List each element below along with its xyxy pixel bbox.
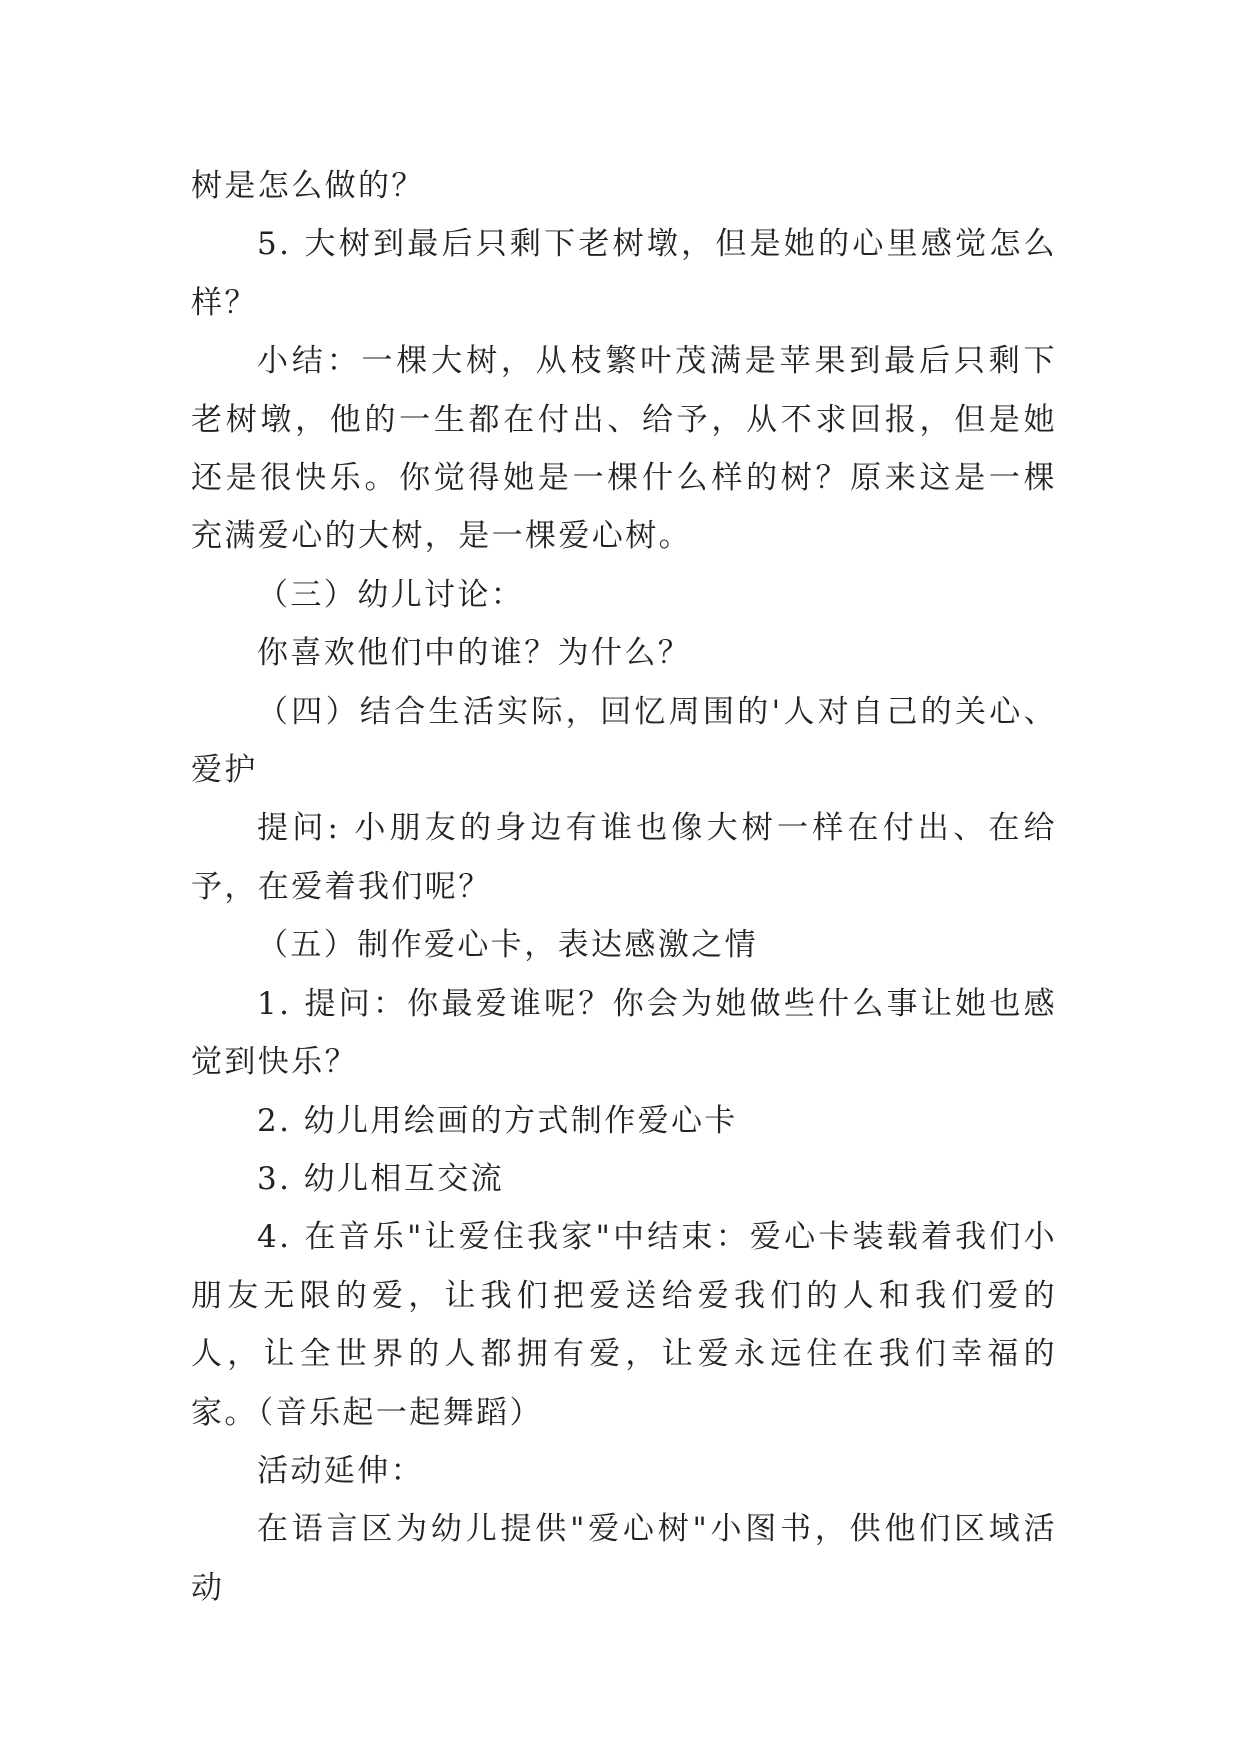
list-item-2: 2. 幼儿用绘画的方式制作爱心卡 (257, 1102, 738, 1139)
paragraph-discussion-question: 你喜欢他们中的谁？为什么？ (257, 635, 692, 672)
heading-section-4: （四）结合生活实际，回忆周围的'人对自己的关心、爱护 (191, 693, 1057, 789)
paragraph-question-5: 5. 大树到最后只剩下老树墩，但是她的心里感觉怎么样？ (191, 226, 1057, 321)
paragraph-question-prompt: 提问: 小朋友的身边有谁也像大树一样在付出、在给予，在爱着我们呢？ (191, 810, 1057, 905)
paragraph-continuation: 树是怎么做的？ (191, 168, 425, 204)
list-item-4: 4. 在音乐"让爱住我家"中结束：爱心卡装载着我们小朋友无限的爱，让我们把爱送给爱我们的人和我们爱的人，让全世界的人都拥有爱，让爱永远住在我们幸福的家。（音乐起一起舞蹈） (191, 1219, 1057, 1431)
paragraph-extension: 在语言区为幼儿提供"爱心树"小图书，供他们区域活动 (191, 1511, 1057, 1606)
document-body (191, 157, 1057, 1617)
heading-section-5: （五）制作爱心卡，表达感激之情 (257, 927, 758, 964)
paragraph-summary: 小结：一棵大树，从枝繁叶茂满是苹果到最后只剩下老树墩，他的一生都在付出、给予，从不求回报，但是她还是很快乐。你觉得她是一棵什么样的树？原来这是一棵充满爱心的大树，是一棵爱心树。 (191, 343, 1057, 555)
list-item-1: 1. 提问：你最爱谁呢？你会为她做些什么事让她也感觉到快乐？ (191, 985, 1057, 1081)
heading-section-3: （三）幼儿讨论： (257, 576, 525, 613)
list-item-3: 3. 幼儿相互交流 (257, 1160, 505, 1197)
heading-activity-extension: 活动延伸： (257, 1452, 424, 1489)
